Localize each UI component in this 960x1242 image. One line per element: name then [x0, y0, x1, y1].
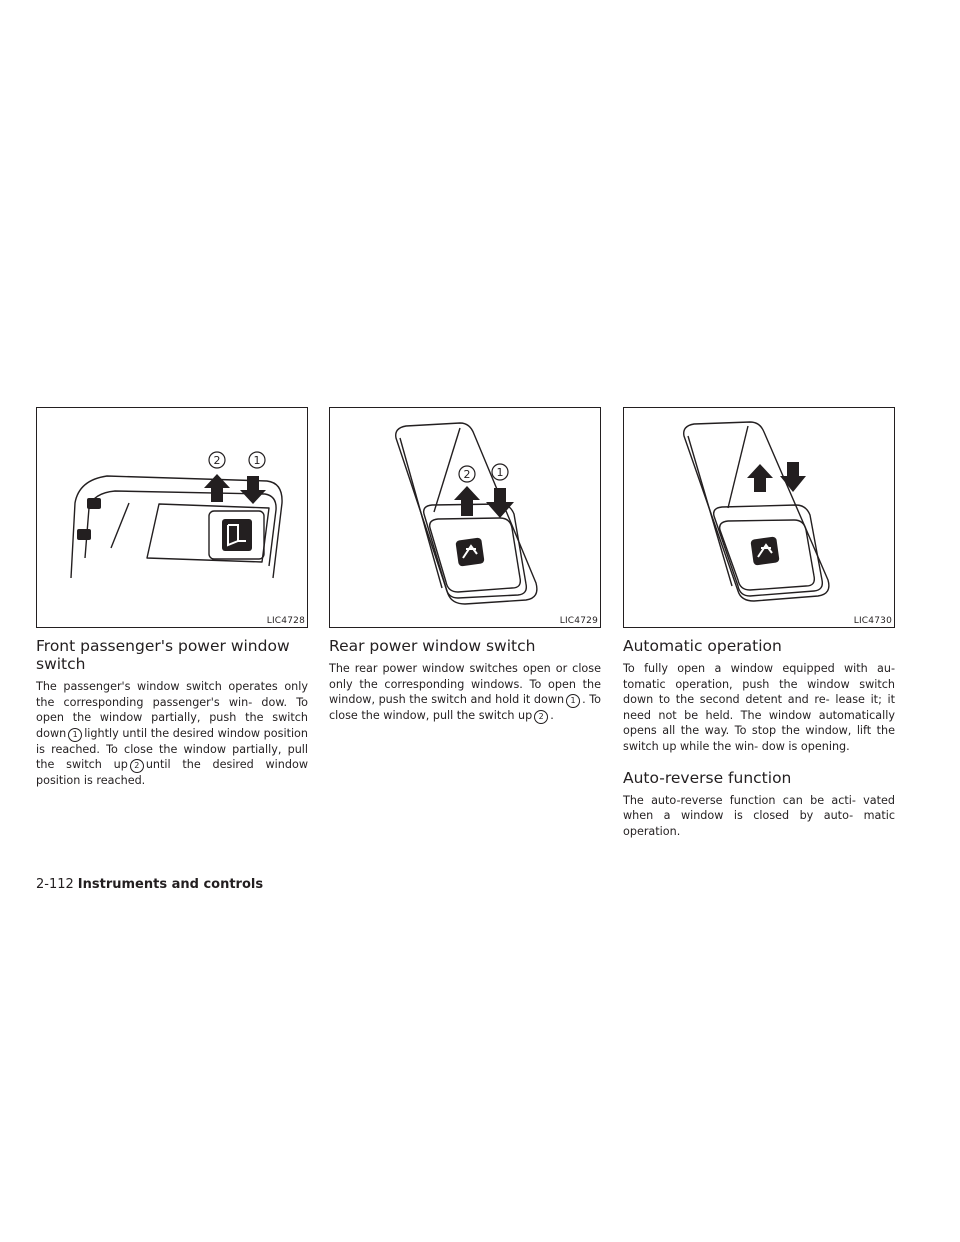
body-text-part: The passenger's window switch operates only the corresponding passenger's win- dow. To open the window partially, push the switch down: [36, 680, 308, 740]
body-text-part: lightly until the desired window position is reached. To close the window partially, pull the switch up: [36, 726, 308, 772]
body-text: The auto-reverse function can be acti- vated when a window is closed by auto- matic operation.: [623, 793, 895, 838]
callout-marker-1: 1: [566, 694, 580, 708]
svg-text:1: 1: [496, 466, 504, 479]
section-front-passenger: [36, 407, 308, 789]
section-automatic-operation: [623, 407, 895, 839]
figure-automatic-switch: [623, 407, 895, 628]
body-text: [36, 679, 308, 789]
section-heading: Rear power window switch: [329, 637, 536, 655]
page-footer: [36, 877, 263, 892]
body-text: [329, 661, 601, 724]
callout-marker-2: 2: [534, 710, 548, 724]
figure-code: LIC4730: [853, 616, 892, 626]
body-text-part: .: [550, 709, 554, 723]
section-rear-window: [329, 407, 601, 724]
body-text-part: until the desired window position is reached.: [36, 758, 308, 788]
figure-code: LIC4729: [559, 616, 598, 626]
body-text: To fully open a window equipped with au- tomatic operation, push the window switch down to the second detent and re- lease it; it need not be held. The window automatically opens all the way. To stop the window, lift the switch up while the win- dow is opening.: [623, 662, 895, 753]
automatic-switch-illustration: [624, 408, 894, 627]
svg-text:2: 2: [463, 468, 471, 481]
svg-text:1: 1: [253, 454, 261, 467]
rear-window-switch-illustration: [330, 408, 600, 627]
page-number: 2-112: [36, 877, 74, 892]
callout-marker-1: 1: [68, 728, 82, 742]
figure-front-passenger-switch: [36, 407, 308, 628]
section-title: Instruments and controls: [77, 877, 264, 892]
callout-marker-2: 2: [130, 759, 144, 773]
body-text-part: The rear power window switches open or close only the corresponding windows. To open the window, push the switch and hold it down: [329, 662, 601, 707]
subsection-heading: Auto-reverse function: [623, 768, 792, 787]
section-heading: Automatic operation: [623, 637, 782, 655]
figure-code: LIC4728: [266, 616, 305, 626]
section-heading: Front passenger's power window switch: [36, 637, 290, 673]
body-text-part: . To close the window, pull the switch up: [329, 693, 601, 723]
svg-text:2: 2: [213, 454, 221, 467]
front-passenger-switch-illustration: [37, 408, 307, 627]
figure-rear-window-switch: [329, 407, 601, 628]
